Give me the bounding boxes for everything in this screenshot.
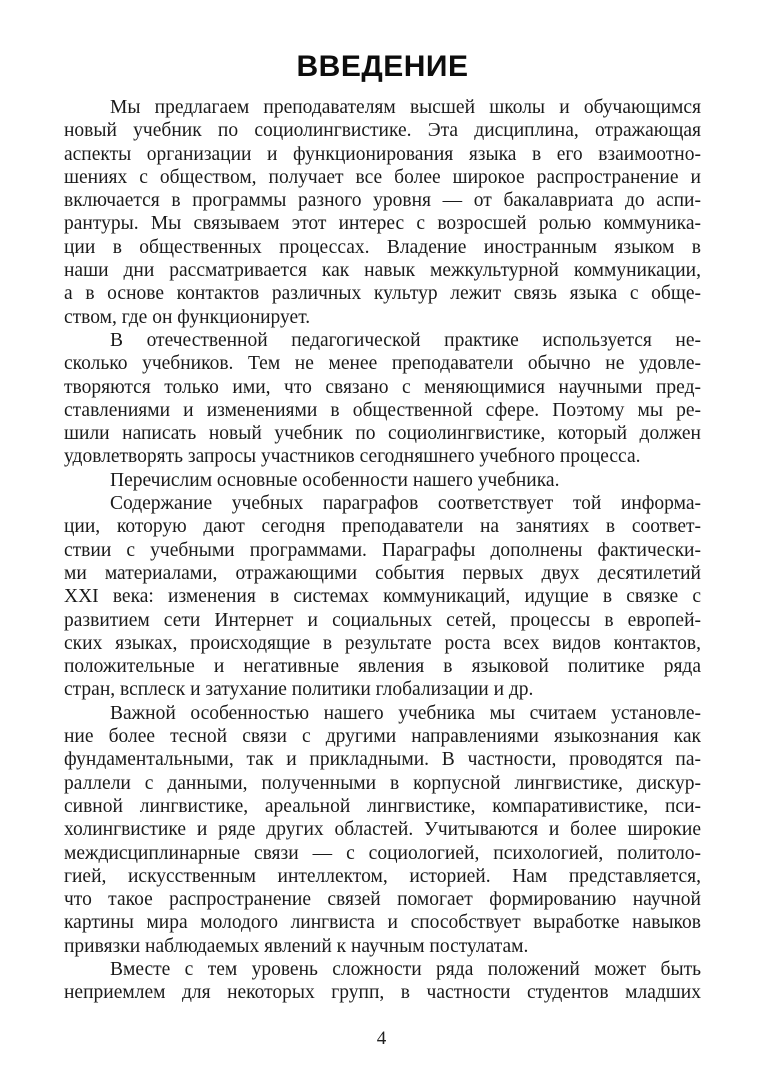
text-line: новый учебник по социолингвистике. Эта дисциплина, отражающая (64, 120, 701, 142)
text-line: картины мира молодого лингвиста и способствует выработке навыков (64, 912, 701, 934)
text-line: сивной лингвистике, ареальной лингвистике, компаративистике, пси- (64, 795, 701, 817)
text-line: что такое распространение связей помогает формированию научной (64, 889, 701, 911)
text-line: шили написать новый учебник по социолингвистике, который должен (64, 423, 701, 445)
text-line: ми материалами, отражающими события первых двух десятилетий (64, 562, 701, 584)
text-line: холингвистике и ряде других областей. Учитываются и более широкие (64, 819, 701, 841)
text-line: Вместе с тем уровень сложности ряда положений может быть (110, 958, 701, 980)
page-number: 4 (376, 1028, 387, 1049)
text-line: раллели с данными, полученными в корпусной лингвистике, дискур- (64, 772, 701, 794)
text-line: Важной особенностью нашего учебника мы считаем установле- (110, 702, 701, 724)
text-line: ских языках, происходящие в результате роста всех видов контактов, (64, 632, 701, 654)
text-line: ции в общественных процессах. Владение иностранным языком в (64, 236, 701, 258)
text-line: ставлениями и изменениями в общественной сфере. Поэтому мы ре- (64, 399, 701, 421)
text-line: XXI века: изменения в системах коммуникаций, идущие в связке с (64, 586, 701, 608)
text-line: включается в программы разного уровня — от бакалавриата до аспи- (64, 190, 701, 212)
text-line: а в основе контактов различных культур лежит связь языка с обще- (64, 283, 701, 305)
page-title: ВВЕДЕНИЕ (296, 50, 469, 83)
text-line: наши дни рассматривается как навык межкультурной коммуникации, (64, 260, 701, 282)
paragraph (64, 96, 701, 329)
text-line: Содержание учебных параграфов соответствует той информа- (110, 493, 701, 515)
text-line: положительные и негативные явления в языковой политике ряда (64, 656, 701, 678)
text-line: В отечественной педагогической практике используется не- (110, 329, 701, 351)
text-line: ствии с учебными программами. Параграфы дополнены фактически- (64, 539, 701, 561)
paragraph (64, 469, 701, 492)
text-line: аспекты организации и функционирования языка в его взаимоотно- (64, 143, 701, 165)
text-line: удовлетворять запросы участников сегодняшнего учебного процесса. (64, 446, 641, 468)
paragraph (64, 702, 701, 958)
paragraph (64, 329, 701, 469)
text-line: фундаментальными, так и прикладными. В частности, проводятся па- (64, 749, 701, 771)
text-line: рантуры. Мы связываем этот интерес с возросшей ролью коммуника- (64, 213, 701, 235)
text-line: развитием сети Интернет и социальных сетей, процессы в европей- (64, 609, 701, 631)
text-line: Мы предлагаем преподавателям высшей школы и обучающимся (110, 97, 701, 118)
paragraph (64, 492, 701, 702)
text-line: сколько учебников. Тем не менее преподаватели обычно не удовле- (64, 353, 701, 375)
text-line: шениях с обществом, получает все более широкое распространение и (64, 166, 701, 188)
text-line: творяются только ими, что связано с меняющимися научными пред- (64, 376, 701, 398)
text-line: неприемлем для некоторых групп, в частности студентов младших (64, 982, 701, 1004)
text-line: привязки наблюдаемых явлений к научным постулатам. (64, 935, 529, 957)
text-line: гией, искусственным интеллектом, историей. Нам представляется, (64, 865, 701, 887)
text-block (64, 51, 701, 1005)
page-body (64, 96, 701, 1005)
text-line: ние более тесной связи с другими направлениями языкознания как (64, 726, 701, 748)
text-line: Перечислим основные особенности нашего учебника. (110, 469, 560, 491)
paragraph (64, 958, 701, 1005)
text-line: междисциплинарные связи — с социологией, психологией, политоло- (64, 842, 701, 864)
text-line: ством, где он функционирует. (64, 306, 311, 328)
text-line: стран, всплеск и затухание политики глобализации и др. (64, 679, 534, 701)
text-line: ции, которую дают сегодня преподаватели на занятиях в соответ- (64, 516, 701, 538)
